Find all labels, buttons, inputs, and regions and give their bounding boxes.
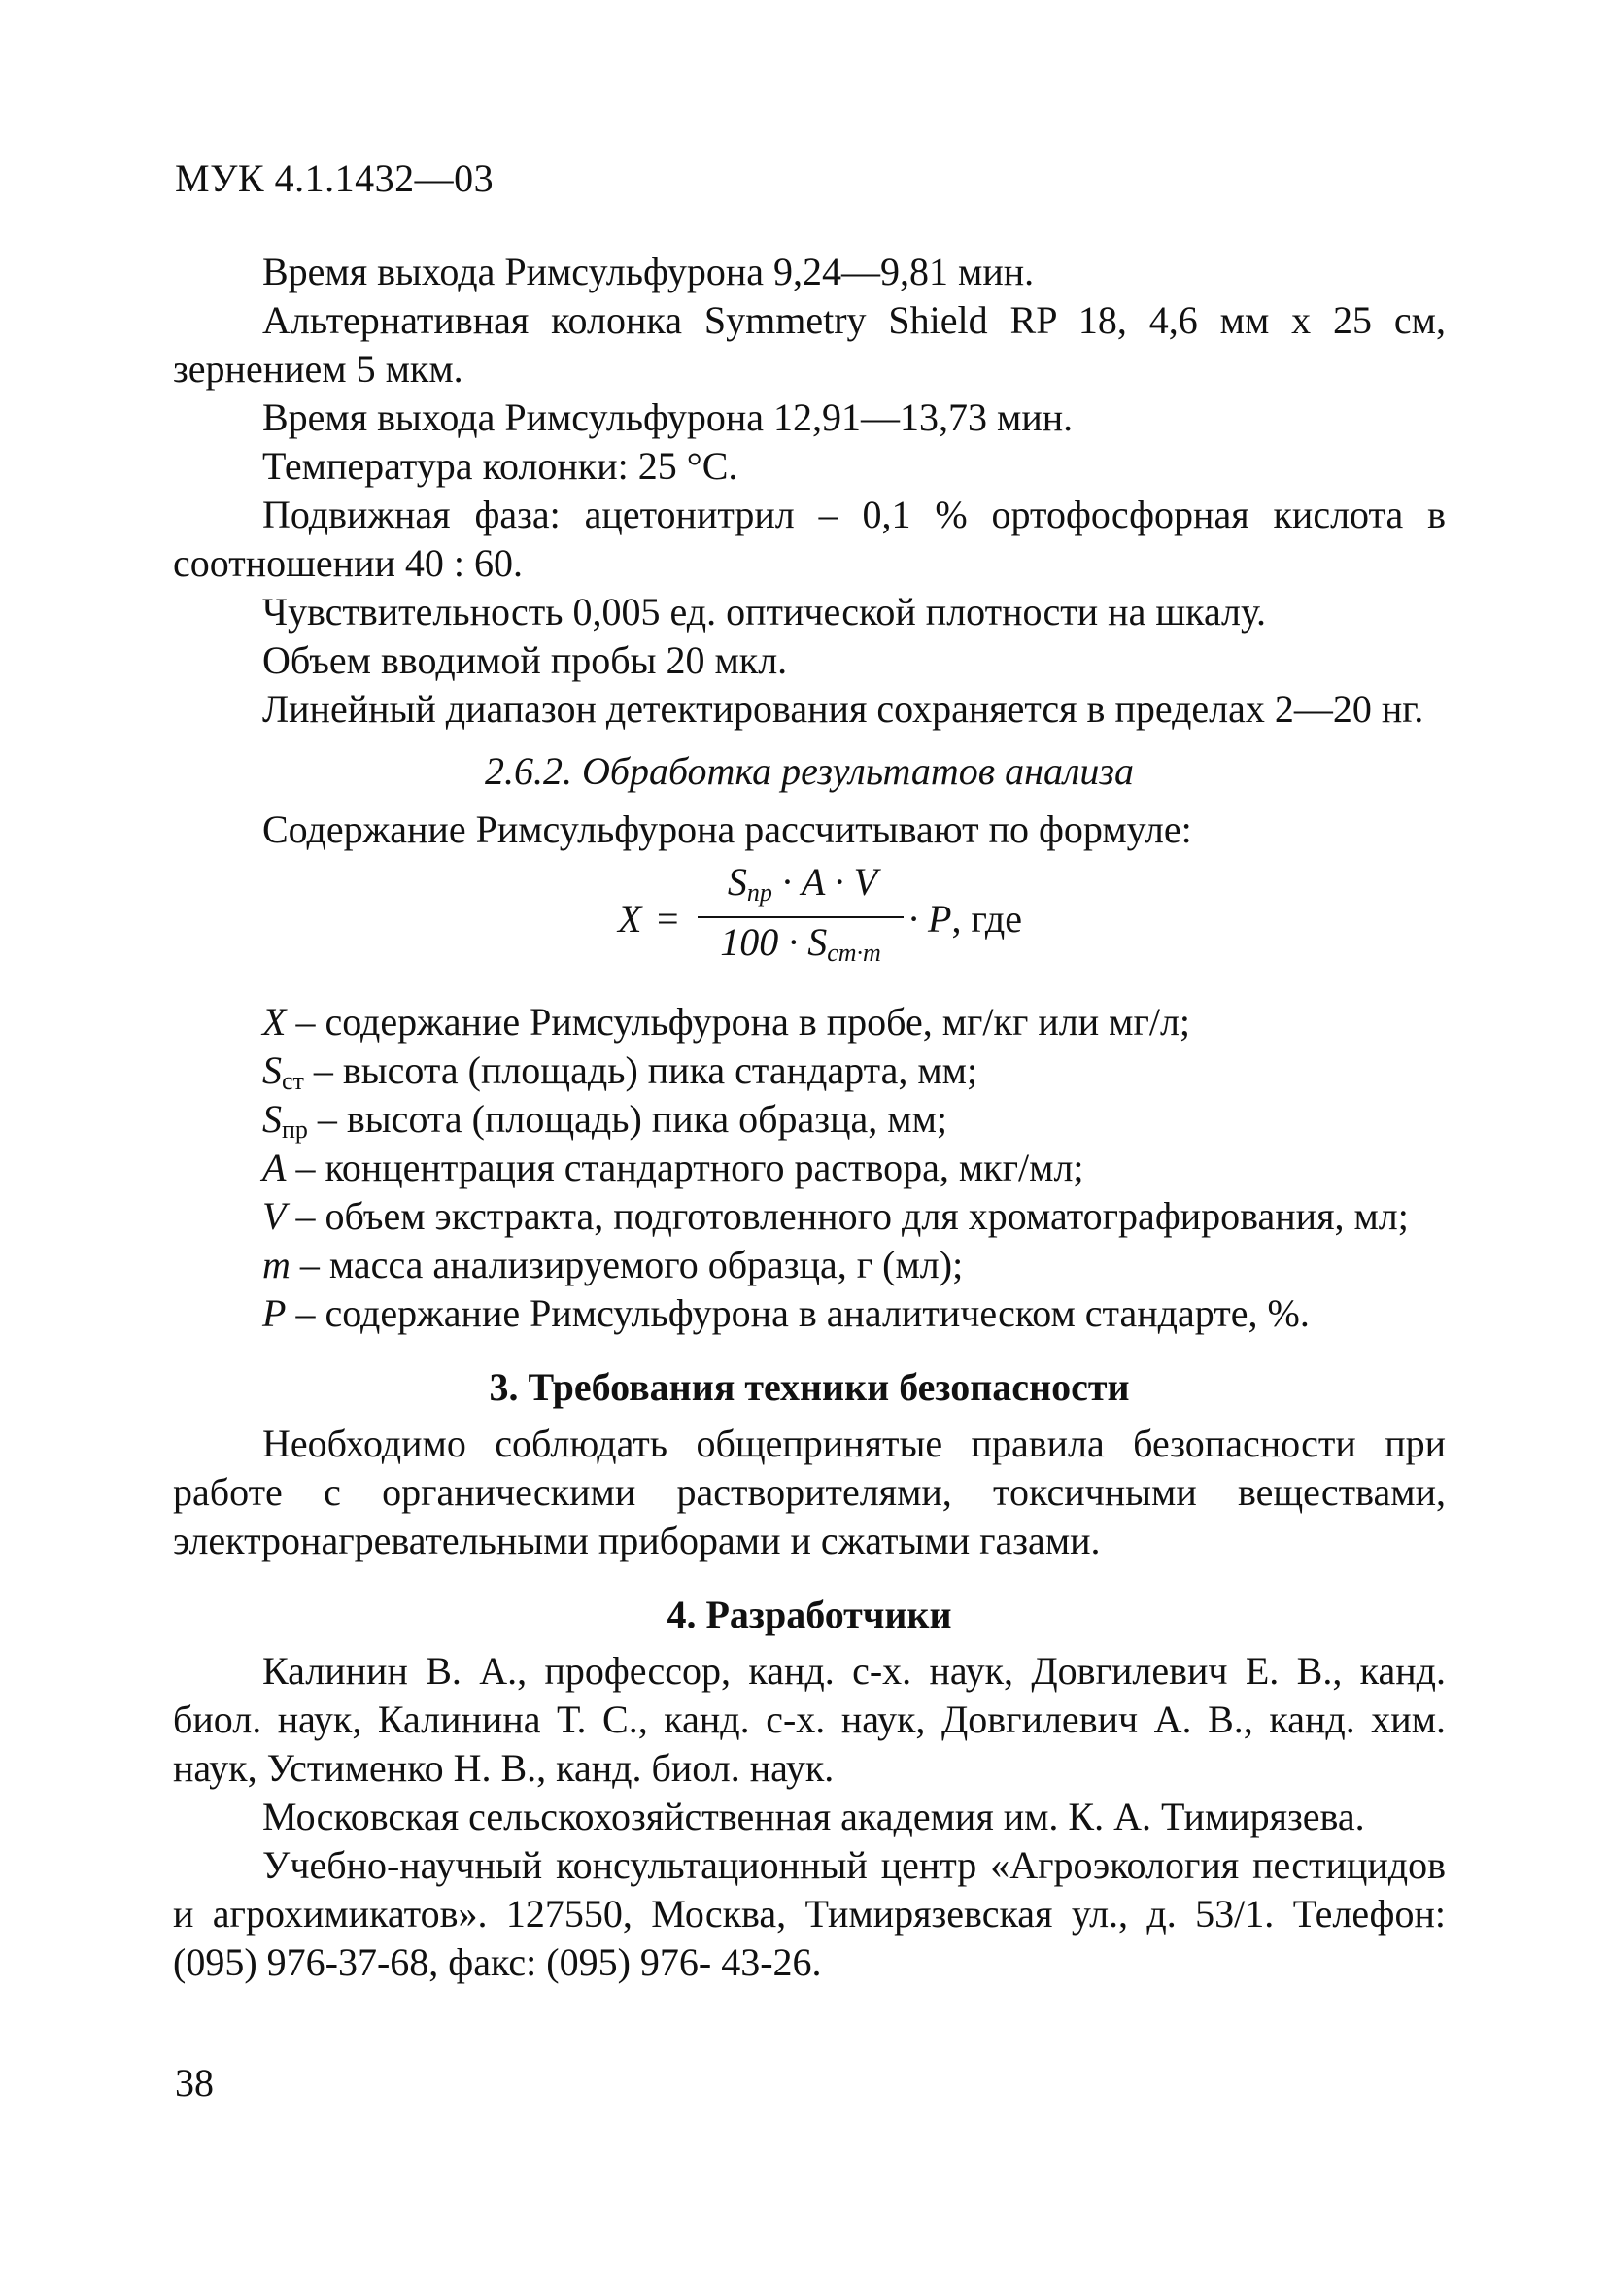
paragraph: Время выхода Римсульфурона 9,24—9,81 мин. bbox=[262, 250, 1035, 293]
paragraph: Чувствительность 0,005 ед. оптической плотности на шкалу. bbox=[262, 590, 1267, 634]
formula-lhs: X bbox=[618, 897, 642, 941]
definition-item: $S_{ст}$ – высота (площадь) пика стандарта, мм; bbox=[262, 1048, 978, 1095]
section-title: 3. Требования техники безопасности bbox=[489, 1365, 1130, 1409]
formula bbox=[173, 858, 1446, 977]
paragraph: Подвижная фаза: ацетонитрил – 0,1 % ортофосфорная кислота в соотношении 40 : 60. bbox=[173, 493, 1446, 585]
definition-item: m – масса анализируемого образца, г (мл); bbox=[262, 1243, 964, 1286]
paragraph: Температура колонки: 25 °C. bbox=[262, 444, 738, 488]
formula-numerator: $S_{пр} \cdot A \cdot V$ bbox=[727, 860, 878, 907]
paragraph: Калинин В. А., профессор, канд. с-х. наук, Довгилевич Е. В., канд. биол. наук, Калинина Т. С., канд. с-х. наук, Довгилевич А. В., канд. хим. наук, Устименко Н. В., канд. биол. наук. bbox=[173, 1649, 1446, 1790]
paragraph: Необходимо соблюдать общепринятые правила безопасности при работе с органическими растворителями, токсичными веществами, электронагревательными приборами и сжатыми газами. bbox=[173, 1422, 1446, 1562]
paragraph: Объем вводимой пробы 20 мкл. bbox=[262, 638, 788, 682]
paragraph: Время выхода Римсульфурона 12,91—13,73 мин. bbox=[262, 395, 1074, 439]
document-code-header: МУК 4.1.1432—03 bbox=[175, 156, 495, 200]
definition-item: P – содержание Римсульфурона в аналитическом стандарте, %. bbox=[262, 1291, 1310, 1335]
paragraph: Московская сельскохозяйственная академия им. К. А. Тимирязева. bbox=[262, 1795, 1365, 1838]
definition-item: V – объем экстракта, подготовленного для хроматографирования, мл; bbox=[262, 1194, 1409, 1238]
page-content bbox=[173, 248, 1446, 1987]
definition-item: $S_{пр}$ – высота (площадь) пика образца, мм; bbox=[262, 1097, 947, 1144]
page-number: 38 bbox=[175, 2061, 214, 2105]
formula-equals: = bbox=[657, 897, 679, 941]
subsection-title: 2.6.2. Обработка результатов анализа bbox=[484, 749, 1135, 793]
definition-item: X – содержание Римсульфурона в пробе, мг/кг или мг/л; bbox=[262, 1000, 1191, 1044]
paragraph: Альтернативная колонка Symmetry Shield RP 18, 4,6 мм х 25 см, зернением 5 мкм. bbox=[173, 298, 1446, 391]
formula-denominator: $100 \cdot S_{ст\cdot m}$ bbox=[720, 920, 881, 967]
section-title: 4. Разработчики bbox=[667, 1593, 952, 1636]
formula-tail: · P, где bbox=[908, 897, 1022, 941]
paragraph: Учебно-научный консультационный центр «Агроэкология пестицидов и агрохимикатов». 127550, Москва, Тимирязевская ул., д. 53/1. Телефон: (095) 976-37-68, факс: (095) 976- 43-26. bbox=[173, 1843, 1446, 1984]
definition-item: A – концентрация стандартного раствора, мкг/мл; bbox=[262, 1146, 1084, 1189]
formula-intro: Содержание Римсульфурона рассчитывают по формуле: bbox=[262, 807, 1192, 851]
paragraph: Линейный диапазон детектирования сохраняется в пределах 2—20 нг. bbox=[262, 687, 1424, 731]
